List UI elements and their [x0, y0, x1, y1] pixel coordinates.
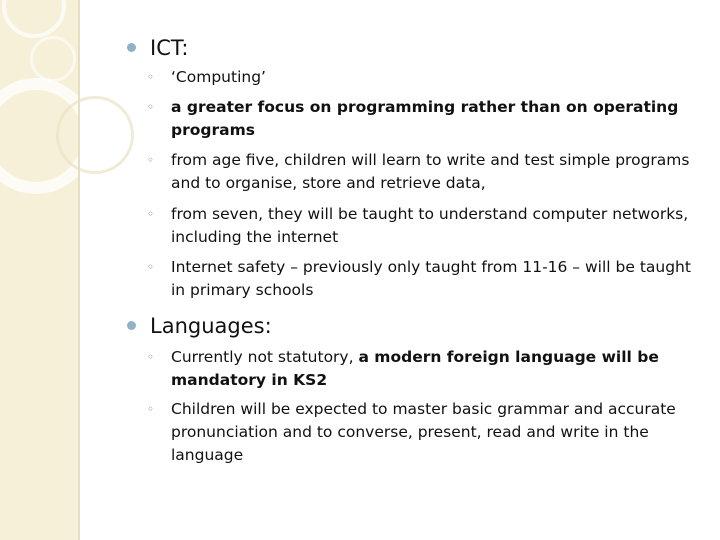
list-item [147, 256, 702, 302]
bullet-dot-icon [127, 321, 136, 330]
ring-bullet-icon: ◦ [147, 402, 155, 416]
heading-text: ICT: [150, 36, 189, 60]
list-item [147, 149, 702, 195]
list-item-text: from seven, they will be taught to understand computer networks, including the internet [171, 205, 689, 246]
ring-bullet-icon: ◦ [147, 70, 155, 84]
list-item [147, 398, 702, 467]
list-item-text: from age five, children will learn to write and test simple programs and to organise, store and retrieve data, [171, 151, 690, 192]
ring-bullet-icon: ◦ [147, 260, 155, 274]
list-item-text: a greater focus on programming rather than on operating programs [171, 98, 679, 139]
list-item [147, 346, 702, 392]
list-item-text: Children will be expected to master basic grammar and accurate pronunciation and to converse, present, read and write in the language [171, 400, 676, 464]
decorative-ring [2, 0, 66, 38]
side-divider [78, 0, 80, 540]
decorative-ring [56, 96, 134, 174]
list-item [147, 203, 702, 249]
decorative-ring [30, 36, 76, 82]
ring-bullet-icon: ◦ [147, 100, 155, 114]
list-item [147, 96, 702, 142]
ring-bullet-icon: ◦ [147, 153, 155, 167]
ring-bullet-icon: ◦ [147, 350, 155, 364]
bullet-dot-icon [127, 43, 136, 52]
list-item-text [171, 346, 702, 392]
list-item [147, 66, 702, 89]
decorative-side-band [0, 0, 78, 540]
list-item-text-plain: Currently not statutory, [171, 348, 359, 366]
list-item-text: ‘Computing’ [171, 68, 266, 86]
heading-text: Languages: [150, 314, 272, 338]
list-item-text: Internet safety – previously only taught from 11-16 – will be taught in primary schools [171, 258, 691, 299]
ring-bullet-icon: ◦ [147, 207, 155, 221]
list-item-text-bold: a modern foreign language will be mandatory in KS2 [171, 348, 659, 389]
